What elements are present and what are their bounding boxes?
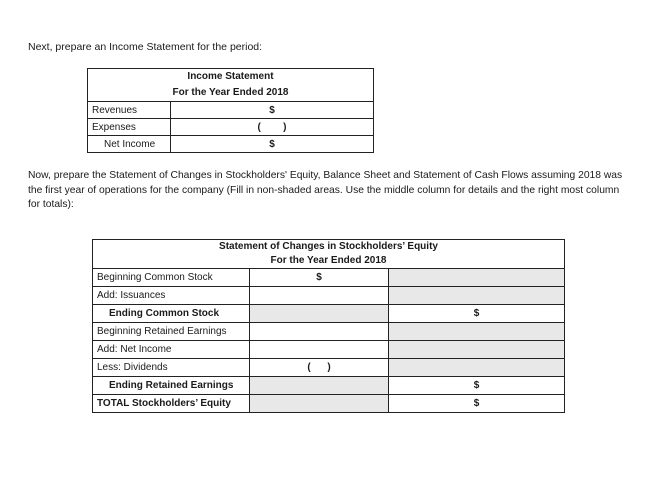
income-header-dollar: $ [269,104,275,116]
beginning-retained-earnings-label: Beginning Retained Earnings [93,323,250,341]
income-statement-table [87,68,374,153]
less-dividends-label: Less: Dividends [93,359,250,377]
total-stockholders-equity-mid [250,395,389,413]
ending-common-stock-right[interactable]: $ [389,305,565,323]
net-income-label: Net Income [88,136,171,153]
ending-common-stock-label: Ending Common Stock [93,305,250,323]
beginning-common-stock-right [389,269,565,287]
ending-retained-earnings-label: Ending Retained Earnings [93,377,250,395]
add-net-income-right [389,341,565,359]
ending-common-stock-mid [250,305,389,323]
equity-statement-title: Statement of Changes in Stockholders’ Equity [93,240,565,255]
expenses-label: Expenses [88,119,171,136]
add-issuances-right [389,287,565,305]
less-dividends-mid[interactable]: ( ) [250,359,389,377]
ending-retained-earnings-mid [250,377,389,395]
equity-statement-period: For the Year Ended 2018 [93,254,565,269]
equity-statement-table [92,239,565,413]
total-stockholders-equity-label: TOTAL Stockholders’ Equity [93,395,250,413]
equity-header-dollar: $ [316,272,322,283]
add-net-income-label: Add: Net Income [93,341,250,359]
add-net-income-mid[interactable] [250,341,389,359]
income-statement-period: For the Year Ended 2018 [88,85,374,102]
revenues-value[interactable] [171,102,374,119]
revenues-label: Revenues [88,102,171,119]
net-income-value[interactable]: $ [171,136,374,153]
add-issuances-label: Add: Issuances [93,287,250,305]
total-stockholders-equity-right[interactable]: $ [389,395,565,413]
intro-text: Next, prepare an Income Statement for the period: [28,41,263,53]
less-dividends-right [389,359,565,377]
expenses-value[interactable]: ( ) [171,119,374,136]
add-issuances-mid[interactable] [250,287,389,305]
income-statement-title: Income Statement [88,69,374,86]
beginning-retained-earnings-right [389,323,565,341]
beginning-retained-earnings-mid[interactable] [250,323,389,341]
instructions-text: Now, prepare the Statement of Changes in Stockholders' Equity, Balance Sheet and Statement of Cash Flows assuming 2018 was the first year of operations for the company (Fill in non-shaded areas. Use the middle column for details and the right most column for totals): [28,170,623,211]
beginning-common-stock-label: Beginning Common Stock [93,269,250,287]
beginning-common-stock-mid[interactable] [250,269,389,287]
ending-retained-earnings-right[interactable]: $ [389,377,565,395]
